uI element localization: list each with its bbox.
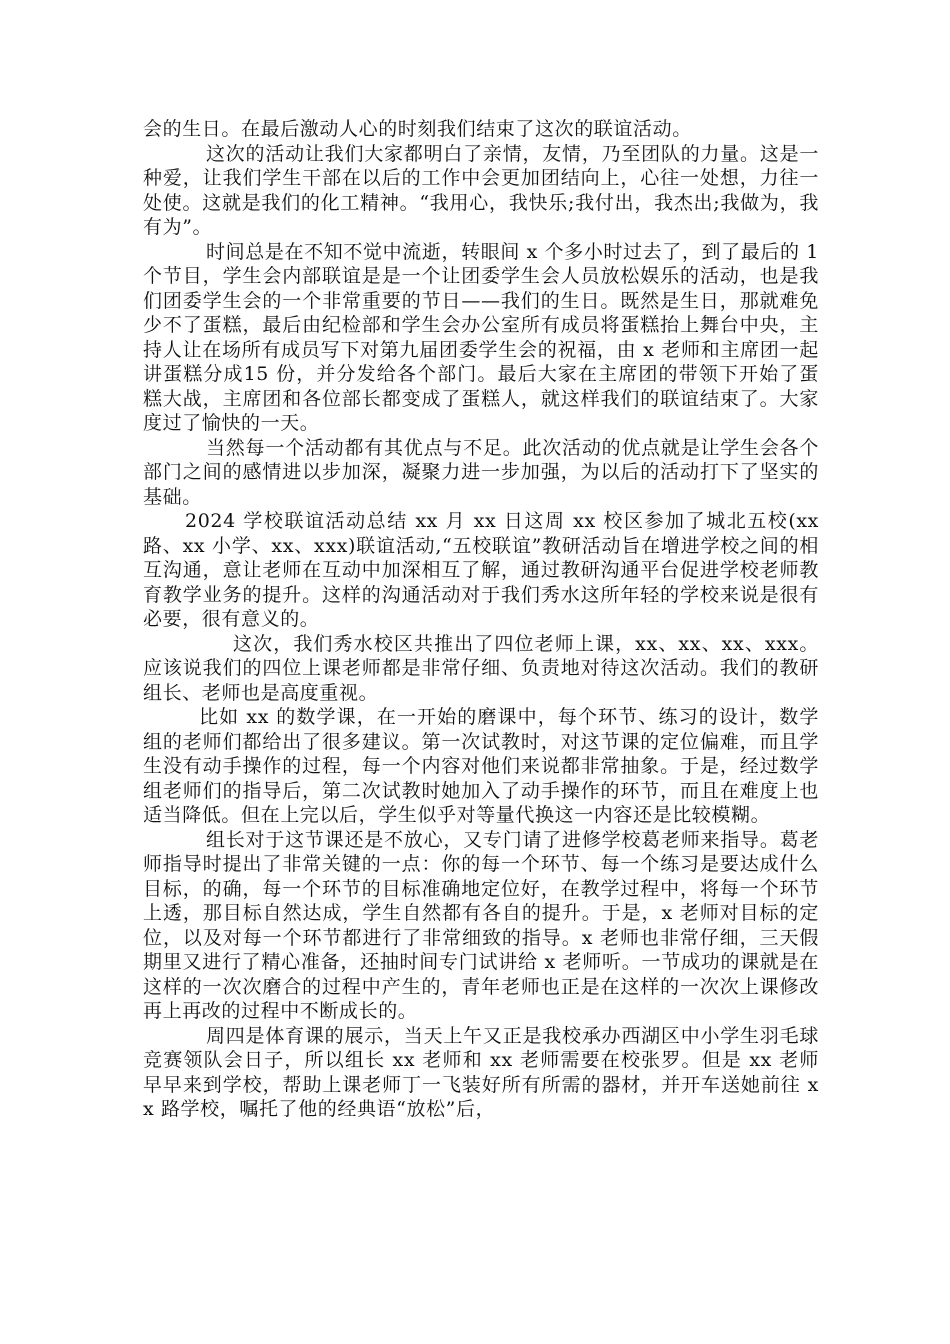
paragraph-9: 周四是体育课的展示，当天上午又正是我校承办西湖区中小学生羽毛球竞赛领队会日子，所以组长 xx 老师和 xx 老师需要在校张罗。但是 xx 老师早早来到学校，帮助上课老师丁一飞装好所有所需的器材，并开车送她前往 xx 路学校，嘱托了他的经典语“放松”后， <box>143 1024 819 1120</box>
paragraph-8: 组长对于这节课还是不放心，又专门请了进修学校葛老师来指导。葛老师指导时提出了非常关键的一点：你的每一个环节、每一个练习是要达成什么目标，的确，每一个环节的目标准确地定位好，在教学过程中，将每一个环节上透，那目标自然达成，学生自然都有各自的提升。于是，x 老师对目标的定位，以及对每一个环节都进行了非常细致的指导。x 老师也非常仔细，三天假期里又进行了精心准备，还抽时间专门试讲给 x 老师听。一节成功的课就是在这样的一次次磨合的过程中产生的，青年老师也正是在这样的一次次上课修改再上再改的过程中不断成长的。 <box>143 828 819 1022</box>
paragraph-7: 比如 xx 的数学课，在一开始的磨课中，每个环节、练习的设计，数学组的老师们都给出了很多建议。第一次试教时，对这节课的定位偏难，而且学生没有动手操作的过程，每一个内容对他们来说都非常抽象。于是，经过数学组老师们的指导后，第二次试教时她加入了动手操作的环节，而且在难度上也适当降低。但在上完以后，学生似乎对等量代换这一内容还是比较模糊。 <box>143 706 819 826</box>
paragraph-2: 这次的活动让我们大家都明白了亲情，友情，乃至团队的力量。这是一种爱，让我们学生干部在以后的工作中会更加团结向上，心往一处想，力往一处使。这就是我们的化工精神。“我用心，我快乐;我付出，我杰出;我做为，我有为”。 <box>143 142 819 238</box>
paragraph-5: 2024 学校联谊活动总结 xx 月 xx 日这周 xx 校区参加了城北五校(xx 路、xx 小学、xx、xxx)联谊活动,“五校联谊”教研活动旨在增进学校之间的相互沟通，意让老师在互动中加深相互了解，通过教研沟通平台促进学校老师教育教学业务的提升。这样的沟通活动对于我们秀水这所年轻的学校来说是很有必要，很有意义的。 <box>143 510 819 630</box>
paragraph-1: 会的生日。在最后激动人心的时刻我们结束了这次的联谊活动。 <box>143 118 692 140</box>
paragraph-3: 时间总是在不知不觉中流逝，转眼间 x 个多小时过去了，到了最后的 1 个节目，学生会内部联谊是是一个让团委学生会人员放松娱乐的活动，也是我们团委学生会的一个非常重要的节日——我们的生日。既然是生日，那就难免少不了蛋糕，最后由纪检部和学生会办公室所有成员将蛋糕抬上舞台中央，主持人让在场所有成员写下对第九届团委学生会的祝福，由 x 老师和主席团一起讲蛋糕分成15 份，并分发给各个部门。最后大家在主席团的带领下开始了蛋糕大战，主席团和各位部长都变成了蛋糕人，就这样我们的联谊结束了。大家度过了愉快的一天。 <box>143 240 819 434</box>
paragraph-4: 当然每一个活动都有其优点与不足。此次活动的优点就是让学生会各个部门之间的感情进以步加深，凝聚力进一步加强，为以后的活动打下了坚实的基础。 <box>143 436 819 508</box>
document-body <box>143 117 819 1122</box>
paragraph-6: 这次，我们秀水校区共推出了四位老师上课，xx、xx、xx、xxx。应该说我们的四位上课老师都是非常仔细、负责地对待这次活动。我们的教研组长、老师也是高度重视。 <box>143 632 819 704</box>
